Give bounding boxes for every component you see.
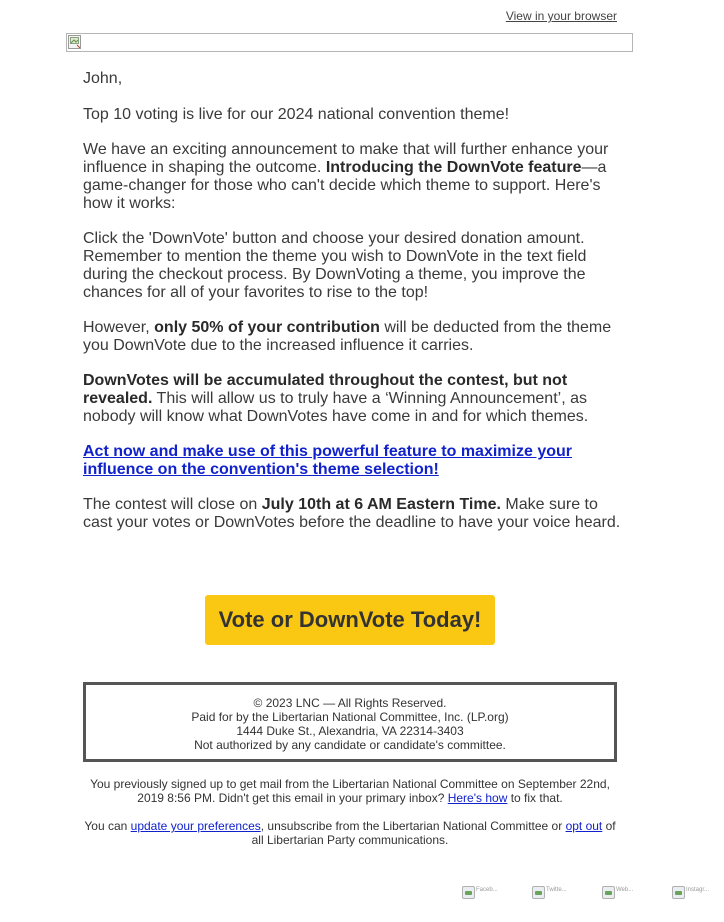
deadline-paragraph <box>83 496 623 532</box>
facebook-alt-text: Faceb... <box>476 887 498 893</box>
instagram-icon <box>672 886 685 899</box>
deadline-text-end: Make sure to cast your votes or DownVotes before the deadline to have your voice heard. <box>83 496 621 531</box>
broken-image-icon <box>68 35 82 50</box>
greeting: John, <box>83 70 123 87</box>
address-line: 1444 Duke St., Alexandria, VA 22314-3403 <box>236 724 464 738</box>
opt-out-link[interactable]: opt out <box>565 819 603 833</box>
deadline-text: The contest will close on <box>83 496 262 513</box>
social-link-facebook[interactable] <box>462 886 514 904</box>
accumulation-highlight: DownVotes will be accumulated throughout the contest, but not revealed. <box>83 372 568 407</box>
announcement-text-end: —a game-changer for those who can't decide which theme to support. Here's how it works: <box>83 159 607 212</box>
intro-paragraph: Top 10 voting is live for our 2024 national convention theme! <box>83 106 510 123</box>
prefs-text: You can <box>84 819 131 833</box>
deadline-highlight: July 10th at 6 AM Eastern Time. <box>261 496 501 513</box>
copyright-line: © 2023 LNC — All Rights Reserved. <box>253 696 447 710</box>
heres-how-link[interactable]: Here's how <box>447 791 508 805</box>
announcement-paragraph <box>83 141 623 213</box>
social-link-instagram[interactable] <box>672 886 724 904</box>
twitter-icon <box>532 886 545 899</box>
signup-text: You previously signed up to get mail from the Libertarian National Committee on September 22nd, 2019 8:56 PM. Didn't get this email in your primary inbox? <box>90 777 610 805</box>
social-link-web[interactable] <box>602 886 654 904</box>
signup-text-end: to fix that. <box>507 791 563 805</box>
how-it-works-paragraph: Click the 'DownVote' button and choose your desired donation amount. Remember to mention the theme you wish to DownVote in the text field during the checkout process. By DownVoting a theme, you improve the chances for all of your favorites to rise to the top! <box>83 230 587 301</box>
announcement-text: We have an exciting announcement to make that will further enhance your influence in shaping the outcome. <box>83 141 609 176</box>
accumulation-paragraph <box>83 372 623 426</box>
vote-or-downvote-button[interactable]: Vote or DownVote Today! <box>205 595 495 645</box>
prefs-text-mid: , unsubscribe from the Libertarian National Committee or <box>260 819 566 833</box>
act-now-link[interactable]: Act now and make use of this powerful feature to maximize your influence on the convention's theme selection! <box>83 443 572 478</box>
contribution-text: However, <box>83 319 155 336</box>
cta-container <box>205 595 495 645</box>
twitter-alt-text: Twitte... <box>546 887 567 893</box>
facebook-icon <box>462 886 475 899</box>
social-link-twitter[interactable] <box>532 886 584 904</box>
contribution-text-end: will be deducted from the theme you DownVote due to the increased influence it carries. <box>83 319 612 354</box>
disclaimer-line: Not authorized by any candidate or candidate's committee. <box>194 738 506 752</box>
header-banner-image <box>66 33 633 52</box>
view-in-browser-link[interactable]: View in your browser <box>505 9 617 23</box>
web-alt-text: Web... <box>616 887 634 893</box>
downvote-feature-highlight: Introducing the DownVote feature <box>325 159 582 176</box>
email-body <box>83 70 623 549</box>
social-links <box>462 886 724 904</box>
accumulation-text: This will allow us to truly have a ‘Winning Announcement’, as nobody will know what DownVotes have come in and for which themes. <box>83 390 589 425</box>
instagram-alt-text: Instagr... <box>686 887 710 893</box>
cta-paragraph <box>83 443 623 479</box>
contribution-paragraph <box>83 319 623 355</box>
contribution-highlight: only 50% of your contribution <box>154 319 380 336</box>
update-preferences-link[interactable]: update your preferences <box>130 819 261 833</box>
footer-legal-box <box>83 682 617 762</box>
signup-notice <box>83 777 617 805</box>
prefs-text-end: of all Libertarian Party communications. <box>251 819 616 847</box>
subscription-notice <box>83 777 617 861</box>
preferences-notice <box>83 819 617 847</box>
paid-for-line: Paid for by the Libertarian National Committee, Inc. (LP.org) <box>191 710 509 724</box>
web-icon <box>602 886 615 899</box>
